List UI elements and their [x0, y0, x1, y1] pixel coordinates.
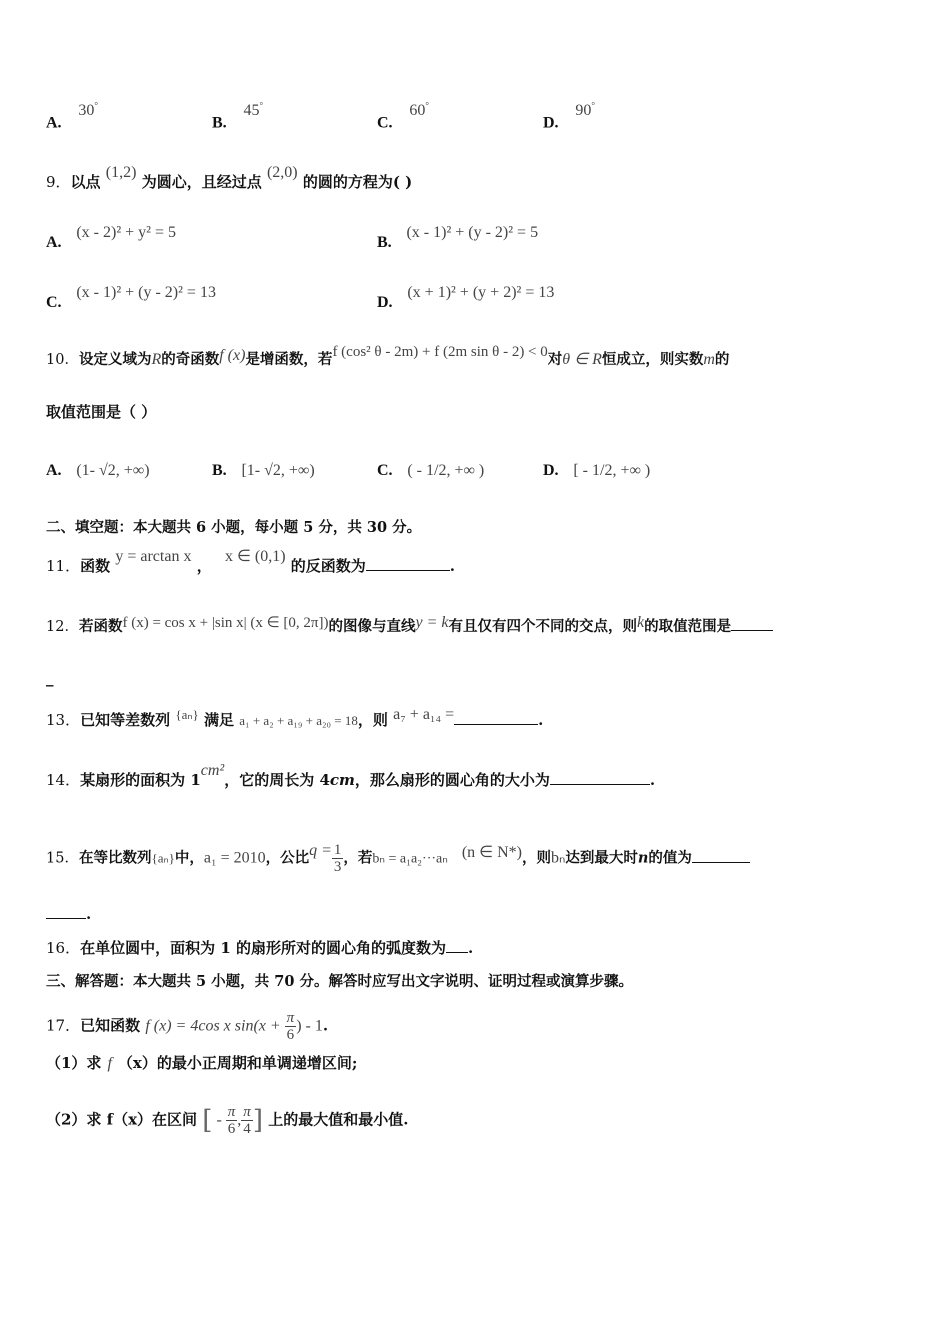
question-12-wrap: _	[46, 669, 54, 687]
question-12: 12．若函数f (x) = cos x + |sin x| (x ∈ [0, 2π])的图像与直线y = k有且仅有四个不同的交点，则k的取值范围是	[46, 616, 773, 637]
answer-blank[interactable]	[692, 848, 750, 863]
answer-blank[interactable]	[550, 770, 650, 785]
q10-option-c: C. ( - 1/2, +∞ )	[377, 462, 485, 479]
q10-option-b: B. [1- √2, +∞)	[212, 462, 315, 479]
interval-left-fraction: $\frac{\pi}{6}$	[227, 1104, 236, 1137]
answer-blank[interactable]	[731, 616, 773, 631]
pi-over-6-fraction: $\frac{\pi}{6}$	[286, 1010, 295, 1043]
q10-option-d: D. [ - 1/2, +∞ )	[543, 462, 651, 479]
q8-option-d: D. 90°	[543, 101, 595, 132]
q-fraction: $\frac{1}{3}$	[333, 842, 342, 875]
question-11: 11．函数 y = arctan x ， x ∈ (0,1) 的反函数为 .	[46, 548, 456, 575]
question-13: 13．已知等差数列 {aₙ} 满足 a₁ + a₂ + a₁₉ + a₂₀ = 18，则 a₇ + a₁₄ = .	[46, 706, 544, 729]
option-value: 30°	[78, 101, 98, 120]
answer-blank[interactable]	[366, 556, 450, 571]
q9-option-d: D. (x + 1)² + (y + 2)² = 13	[377, 284, 555, 311]
question-9: 9．以点 (1,2) 为圆心，且经过点 (2,0) 的圆的方程为( )	[46, 164, 413, 191]
question-17-part-2: （2）求 f（x）在区间 [ - $\frac{\pi}{6}$ , $\frac{\pi}{4}$ ] 上的最大值和最小值.	[46, 1104, 409, 1137]
question-15-wrap: .	[46, 904, 91, 924]
question-14: 14．某扇形的面积为 1cm²，它的周长为 4cm，那么扇形的圆心角的大小为 .	[46, 762, 656, 789]
answer-blank[interactable]	[446, 938, 468, 953]
interval-right-fraction: $\frac{\pi}{4}$	[243, 1104, 251, 1137]
option-value: 45°	[243, 101, 264, 120]
option-label: A.	[46, 114, 62, 132]
q9-option-c: C. (x - 1)² + (y - 2)² = 13	[46, 284, 216, 311]
q9-option-a: A. (x - 2)² + y² = 5	[46, 224, 176, 251]
q10-option-a: A. (1- √2, +∞)	[46, 462, 150, 479]
option-value: 90°	[575, 101, 595, 120]
option-value: 60°	[409, 101, 429, 120]
question-17-part-1: （1）求 f （x）的最小正周期和单调递增区间;	[46, 1054, 358, 1072]
q8-option-b: B. 45°	[212, 101, 264, 132]
question-15: 15．在等比数列{aₙ}中，a₁ = 2010，公比q = $\frac{1}{3}$ ，若bₙ = a₁a₂···aₙ (n ∈ N*)，则bₙ达到最大时n的值为	[46, 842, 750, 875]
question-16: 16．在单位圆中，面积为 1 的扇形所对的圆心角的弧度数为 .	[46, 939, 474, 957]
question-10: 10．设定义域为R的奇函数f (x)是增函数，若f (cos² θ - 2m) + f (2m sin θ - 2) < 0对θ ∈ R恒成立，则实数m的	[46, 344, 730, 368]
answer-blank[interactable]	[454, 710, 538, 725]
q8-option-a	[46, 101, 98, 133]
section-3-heading: 三、解答题：本大题共 5 小题，共 70 分。解答时应写出文字说明、证明过程或演算步骤。	[46, 973, 633, 990]
q9-option-b: B. (x - 1)² + (y - 2)² = 5	[377, 224, 539, 251]
question-10-line2: 取值范围是（ ）	[46, 403, 157, 421]
answer-blank[interactable]	[46, 904, 86, 919]
question-17: 17．已知函数 f (x) = 4cos x sin(x + $\frac{\pi}{6}$ ) - 1.	[46, 1010, 329, 1043]
q8-option-c: C. 60°	[377, 101, 429, 132]
section-2-heading: 二、填空题：本大题共 6 小题，每小题 5 分，共 30 分。	[46, 519, 422, 536]
